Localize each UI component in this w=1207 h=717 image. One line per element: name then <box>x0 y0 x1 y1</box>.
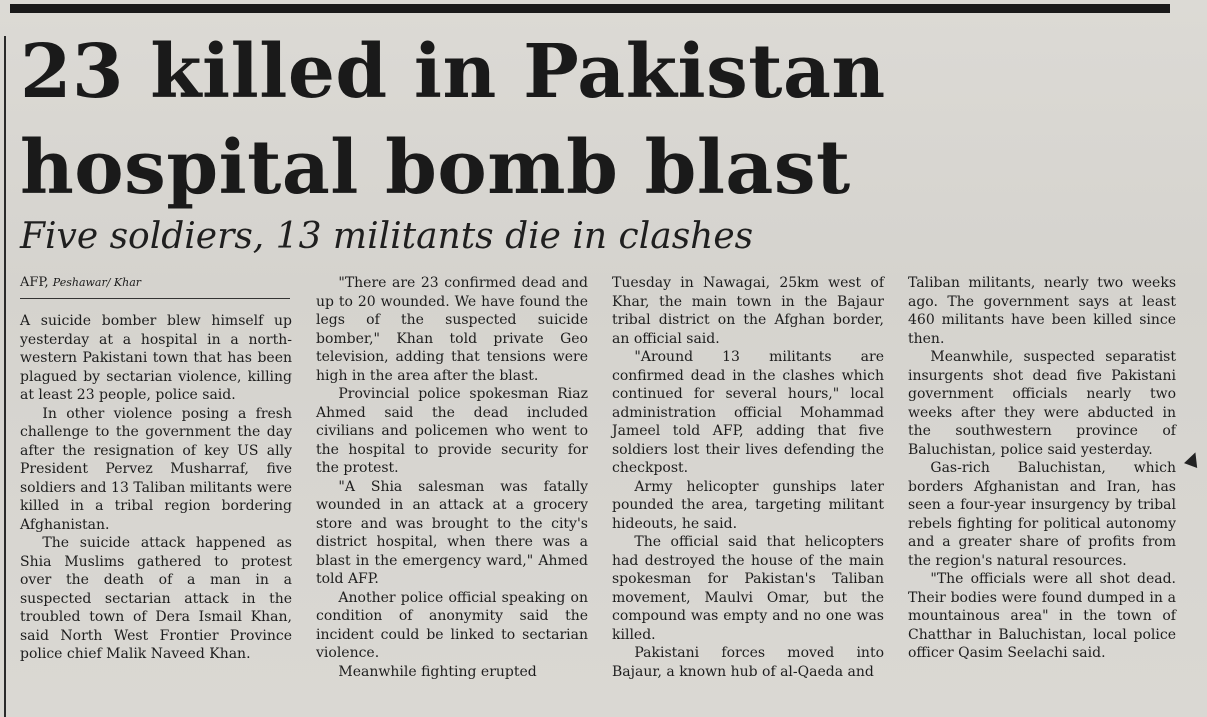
top-rule <box>10 4 1170 13</box>
article-column-3 <box>612 274 884 681</box>
paragraph: Pakistani forces moved into Bajaur, a known hub of al-Qaeda and <box>612 645 884 680</box>
paragraph: Provincial police spokesman Riaz Ahmed said the dead included civilians and policemen who went to the hospital to provide security for the protest. <box>316 386 588 476</box>
paragraph: "Around 13 militants are confirmed dead in the clashes which continued for several hours," local administration official Mohammad Jameel told AFP, adding that five soldiers lost their lives defending the checkpost. <box>612 349 884 476</box>
paragraph: The suicide attack happened as Shia Muslims gathered to protest over the death of a man in a suspected sectarian attack in the troubled town of Dera Ismail Khan, said North West Frontier Province police chief Malik Naveed Khan. <box>20 535 292 662</box>
paragraph: Another police official speaking on condition of anonymity said the incident could be linked to sectarian violence. <box>316 589 588 661</box>
paragraph: In other violence posing a fresh challenge to the government the day after the resignation of key US ally President Pervez Musharraf, five soldiers and 13 Taliban militants were killed in a tribal region bordering Afghanistan. <box>20 405 292 533</box>
byline <box>20 272 290 299</box>
article-column-1 <box>20 312 292 664</box>
paragraph: Taliban militants, nearly two weeks ago. The government says at least 460 militants have been killed since then. <box>908 275 1176 347</box>
byline-place: Peshawar/ Khar <box>52 276 142 289</box>
paragraph: "A Shia salesman was fatally wounded in an attack at a grocery store and was brought to the city's district hospital, when there was a blast in the emergency ward," Ahmed told AFP. <box>316 478 588 587</box>
paragraph: Tuesday in Nawagai, 25km west of Khar, the main town in the Bajaur tribal district on the Afghan border, an official said. <box>612 275 884 347</box>
paragraph: Meanwhile, suspected separatist insurgents shot dead five Pakistani government officials nearly two weeks after they were abducted in the southwestern province of Baluchistan, police said yesterday. <box>908 349 1176 458</box>
paragraph: "The officials were all shot dead. Their bodies were found dumped in a mountainous area" in the town of Chatthar in Baluchistan, local police officer Qasim Seelachi said. <box>908 571 1176 661</box>
paragraph: A suicide bomber blew himself up yesterday at a hospital in a north-western Pakistani town that has been plagued by sectarian violence, killing at least 23 people, police said. <box>20 313 292 403</box>
article-column-4 <box>908 274 1176 663</box>
paragraph: Meanwhile fighting erupted <box>338 663 537 680</box>
subheadline: Five soldiers, 13 militants die in clashes <box>20 216 754 257</box>
paragraph: "There are 23 confirmed dead and up to 20 wounded. We have found the legs of the suspected suicide bomber," Khan told private Geo television, adding that tensions were high in the area after the blast. <box>316 275 588 384</box>
headline: 23 killed in Pakistan hospital bomb blast <box>20 29 886 211</box>
paragraph: The official said that helicopters had destroyed the house of the main spokesman for Pakistan's Taliban movement, Maulvi Omar, but the compound was empty and no one was killed. <box>612 534 884 643</box>
left-column-rule <box>4 36 6 717</box>
cursor-arrow-icon <box>1184 450 1202 468</box>
paragraph: Gas-rich Baluchistan, which borders Afghanistan and Iran, has seen a four-year insurgency by tribal rebels fighting for political autonomy and a greater share of profits from the region's natural resources. <box>908 460 1176 569</box>
article-column-2 <box>316 274 588 681</box>
paragraph: Army helicopter gunships later pounded the area, targeting militant hideouts, he said. <box>612 478 884 532</box>
byline-agency: AFP, <box>20 275 49 290</box>
